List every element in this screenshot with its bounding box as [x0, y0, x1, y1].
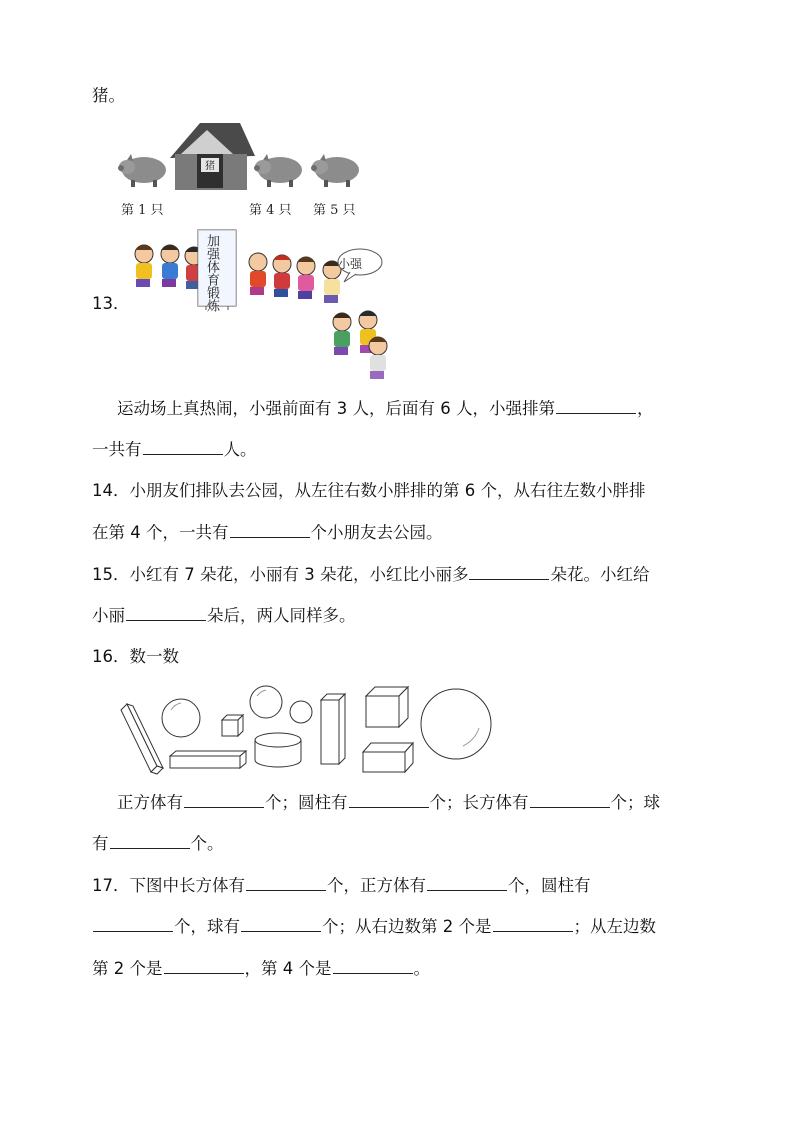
children-queue-figure	[122, 226, 397, 384]
answer-blank[interactable]	[126, 603, 206, 621]
answer-blank[interactable]	[184, 790, 264, 808]
q13-line2: 一共有 人。	[92, 437, 257, 462]
pig-label-1: 第 1 只	[121, 203, 164, 218]
sphere-shape	[290, 701, 312, 723]
answer-blank[interactable]	[427, 873, 507, 891]
child-icon	[273, 255, 291, 297]
q12-tail-text: 猪。	[92, 86, 125, 105]
q16-line2: 有 个。	[92, 831, 224, 856]
answer-blank[interactable]	[349, 790, 429, 808]
q14-line2: 在第 4 个，一共有 个小朋友去公园。	[92, 520, 443, 545]
speech-text: 小强	[338, 257, 363, 271]
q17-line2: 个，球有 个；从右边数第 2 个是 ；从左边数	[92, 914, 656, 939]
pigs-house-figure	[115, 118, 375, 196]
answer-blank[interactable]	[164, 956, 244, 974]
solids-figure	[115, 682, 500, 780]
cuboid-shape	[121, 704, 163, 774]
child-icon	[249, 253, 267, 295]
pig-icon	[254, 154, 302, 187]
answer-blank[interactable]	[469, 562, 549, 580]
cube-shape	[366, 687, 408, 727]
child-icon	[333, 313, 351, 355]
answer-blank[interactable]	[530, 790, 610, 808]
q14-line1: 14．小朋友们排队去公园，从左往右数小胖排的第 6 个，从右往左数小胖排	[92, 481, 646, 500]
q17-line1: 17．下图中长方体有 个，正方体有 个，圆柱有	[92, 873, 591, 898]
q17-line3: 第 2 个是 ，第 4 个是 。	[92, 956, 430, 981]
answer-blank[interactable]	[246, 873, 326, 891]
sphere-shape	[250, 686, 282, 718]
sphere-shape	[162, 699, 200, 737]
cuboid-shape	[321, 694, 345, 764]
child-icon	[297, 257, 315, 299]
pig-label-4: 第 4 只	[249, 203, 292, 218]
cuboid-shape	[363, 743, 413, 772]
q15-line1: 15．小红有 7 朵花，小丽有 3 朵花，小红比小丽多 朵花。小红给	[92, 562, 649, 587]
answer-blank[interactable]	[110, 831, 190, 849]
child-icon	[161, 245, 179, 287]
cylinder-shape	[255, 733, 301, 767]
cuboid-shape	[170, 751, 246, 768]
cube-shape	[222, 715, 243, 736]
q16-title: 16．数一数	[92, 647, 179, 666]
answer-blank[interactable]	[493, 914, 573, 932]
pig-icon	[118, 154, 166, 187]
answer-blank[interactable]	[333, 956, 413, 974]
answer-blank[interactable]	[556, 396, 636, 414]
q15-line2: 小丽 朵后，两人同样多。	[92, 603, 356, 628]
sphere-shape	[421, 689, 491, 759]
answer-blank[interactable]	[230, 520, 310, 538]
child-icon	[135, 245, 153, 287]
answer-blank[interactable]	[241, 914, 321, 932]
house-icon	[170, 123, 255, 190]
q13-line1: 运动场上真热闹，小强前面有 3 人，后面有 6 人，小强排第 ，	[117, 396, 653, 421]
pig-label-5: 第 5 只	[313, 203, 356, 218]
answer-blank[interactable]	[93, 914, 173, 932]
q16-line1: 正方体有 个；圆柱有 个；长方体有 个；球	[117, 790, 660, 815]
q13-number: 13．	[92, 294, 130, 313]
child-icon	[369, 337, 387, 379]
pig-icon	[311, 154, 359, 187]
answer-blank[interactable]	[143, 437, 223, 455]
house-sign: 猪	[205, 161, 215, 172]
banner-text: 加强体育锻炼	[204, 234, 219, 312]
